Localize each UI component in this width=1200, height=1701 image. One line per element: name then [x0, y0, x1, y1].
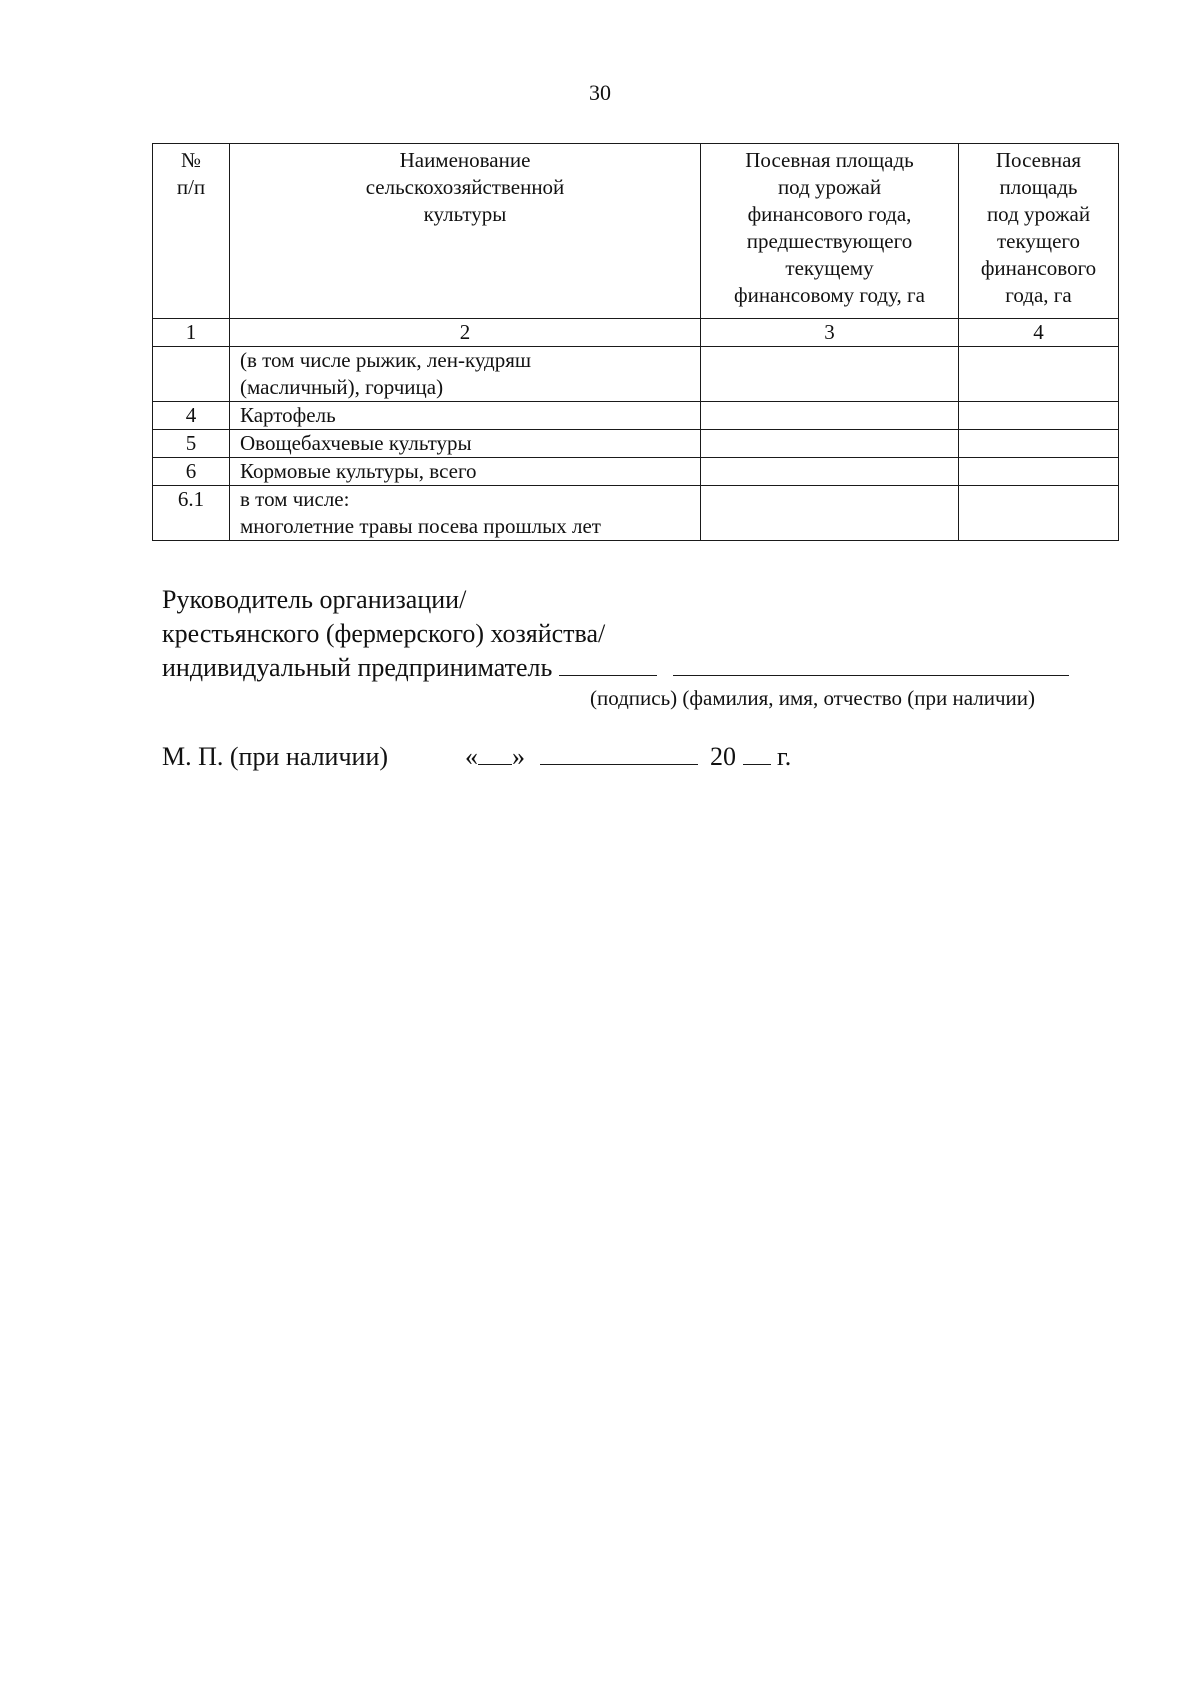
table-row — [153, 486, 1119, 541]
row-number: 4 — [153, 402, 230, 430]
signatory-title-text: индивидуальный предприниматель — [162, 653, 553, 682]
row-number: 5 — [153, 430, 230, 458]
area-current-cell — [959, 347, 1119, 402]
header-number: № п/п — [153, 144, 230, 319]
signatory-title-line-2: крестьянского (фермерского) хозяйства/ — [162, 619, 606, 648]
stamp-label: М. П. (при наличии) — [162, 742, 389, 771]
table-row — [153, 430, 1119, 458]
area-current-cell — [959, 430, 1119, 458]
area-previous-cell — [701, 402, 959, 430]
year-prefix: 20 — [710, 742, 737, 771]
header-crop-name: Наименование сельскохозяйственной культуры — [230, 144, 701, 319]
date-close-quote: » — [512, 742, 526, 771]
stamp-date-line — [162, 740, 791, 772]
crop-name: Кормовые культуры, всего — [230, 458, 701, 486]
day-field[interactable] — [478, 740, 512, 765]
crop-area-table — [152, 143, 1119, 541]
area-current-cell — [959, 458, 1119, 486]
column-number: 1 — [153, 319, 230, 347]
crop-name: Овощебахчевые культуры — [230, 430, 701, 458]
signature-field[interactable] — [559, 651, 657, 676]
row-number: 6 — [153, 458, 230, 486]
signatory-title-line-3 — [162, 651, 1069, 685]
date-open-quote: « — [465, 742, 479, 771]
signatory-title-line-1: Руководитель организации/ — [162, 585, 467, 614]
row-number: 6.1 — [153, 486, 230, 541]
crop-name: в том числе: многолетние травы посева прошлых лет — [230, 486, 701, 541]
crop-name: Картофель — [230, 402, 701, 430]
area-current-cell — [959, 486, 1119, 541]
area-previous-cell — [701, 458, 959, 486]
area-previous-cell — [701, 347, 959, 402]
page-number: 30 — [589, 80, 611, 105]
table-row — [153, 347, 1119, 402]
table-row — [153, 458, 1119, 486]
column-number: 4 — [959, 319, 1119, 347]
signature-caption: (подпись) (фамилия, имя, отчество (при наличии) — [590, 686, 1035, 710]
full-name-field[interactable] — [673, 651, 1069, 676]
area-previous-cell — [701, 486, 959, 541]
crop-name: (в том числе рыжик, лен-кудряш (масличный), горчица) — [230, 347, 701, 402]
area-current-cell — [959, 402, 1119, 430]
area-previous-cell — [701, 430, 959, 458]
header-area-previous-year: Посевная площадь под урожай финансового года, предшествующего текущему финансовому году, га — [701, 144, 959, 319]
column-number: 3 — [701, 319, 959, 347]
column-number-row — [153, 319, 1119, 347]
month-field[interactable] — [540, 740, 698, 765]
column-number: 2 — [230, 319, 701, 347]
year-field[interactable] — [743, 740, 771, 765]
header-area-current-year: Посевная площадь под урожай текущего финансового года, га — [959, 144, 1119, 319]
table-row — [153, 402, 1119, 430]
signature-block — [162, 583, 1069, 685]
row-number — [153, 347, 230, 402]
table-header-row — [153, 144, 1119, 319]
year-suffix: г. — [777, 742, 792, 771]
